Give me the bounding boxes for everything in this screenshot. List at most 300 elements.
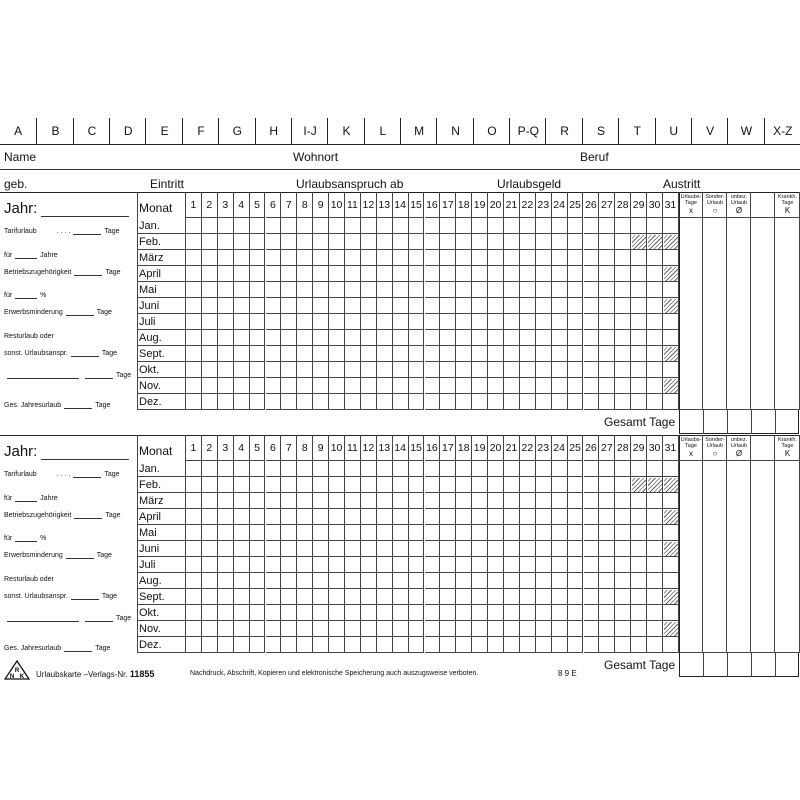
day-cell <box>456 589 472 605</box>
day-cell <box>361 477 377 493</box>
day-header-cell: 7 <box>281 192 297 218</box>
erwerbsminderung-label: Erwerbsminderung <box>4 309 63 316</box>
day-cell <box>488 637 504 653</box>
day-cell <box>631 637 647 653</box>
month-label: Jan. <box>139 463 160 475</box>
day-cell <box>552 573 568 589</box>
day-cell <box>377 525 393 541</box>
betrieb-line[interactable] <box>74 275 102 276</box>
day-header-cell: 11 <box>345 192 361 218</box>
day-cell <box>568 525 584 541</box>
day-cell <box>472 298 488 314</box>
day-cell <box>218 394 234 410</box>
blank-header-line <box>751 217 775 218</box>
day-cell <box>234 218 250 234</box>
side-header <box>703 194 727 215</box>
month-row-line <box>137 636 185 637</box>
side-header-symbol: K <box>784 206 791 215</box>
day-cell <box>186 509 202 525</box>
day-cell <box>250 218 266 234</box>
tarifurlaub-line[interactable] <box>73 477 101 478</box>
day-cell <box>218 378 234 394</box>
day-cell <box>472 314 488 330</box>
jahr-input-line[interactable] <box>41 459 129 460</box>
header-line-1 <box>0 169 800 170</box>
day-cell <box>234 234 250 250</box>
day-cell <box>250 461 266 477</box>
day-cell <box>297 266 313 282</box>
footer-code: 8 9 E <box>558 669 577 678</box>
day-cell <box>266 557 282 573</box>
day-cell <box>536 234 552 250</box>
day-cell <box>472 605 488 621</box>
day-cell <box>488 493 504 509</box>
day-cell <box>186 541 202 557</box>
tage-label: Tage <box>116 615 132 622</box>
day-cell <box>568 461 584 477</box>
day-cell <box>345 509 361 525</box>
invalid-day-hatch <box>664 590 678 604</box>
month-label: Sept. <box>139 591 165 603</box>
day-cell <box>345 557 361 573</box>
day-cell <box>552 314 568 330</box>
day-cell <box>568 605 584 621</box>
day-cell <box>647 362 663 378</box>
day-cell <box>345 621 361 637</box>
day-cell <box>440 234 456 250</box>
day-cell <box>313 346 329 362</box>
day-cell <box>568 378 584 394</box>
sonst-label: sonst. Urlaubsanspr. <box>4 593 68 600</box>
day-cell <box>663 394 679 410</box>
day-cell <box>345 330 361 346</box>
day-cell <box>599 250 615 266</box>
month-row-line <box>137 313 185 314</box>
day-cell <box>329 250 345 266</box>
day-cell <box>409 525 425 541</box>
side-header-line1: Urlaubs- <box>680 194 702 200</box>
alphabet-cell: A <box>14 124 23 138</box>
day-cell <box>409 362 425 378</box>
day-cell <box>599 234 615 250</box>
day-cell <box>202 637 218 653</box>
day-cell <box>472 362 488 378</box>
day-cell <box>250 493 266 509</box>
day-cell <box>297 330 313 346</box>
day-cell <box>329 541 345 557</box>
day-cell <box>202 218 218 234</box>
day-cell <box>472 346 488 362</box>
day-cell <box>345 346 361 362</box>
left-label-row <box>4 615 131 622</box>
day-header-cell: 15 <box>409 435 425 461</box>
day-cell <box>377 250 393 266</box>
jahre-line[interactable] <box>15 501 37 502</box>
day-cell <box>552 461 568 477</box>
day-cell <box>552 298 568 314</box>
invalid-day-hatch <box>664 478 678 492</box>
side-column <box>679 435 703 653</box>
day-cell <box>425 525 441 541</box>
side-header-line1: Urlaubs- <box>680 437 702 443</box>
jahr-label <box>4 200 129 217</box>
day-header-cell: 16 <box>425 192 441 218</box>
day-cell <box>599 621 615 637</box>
day-cell <box>520 461 536 477</box>
day-cell <box>297 362 313 378</box>
day-cell <box>377 378 393 394</box>
day-cell <box>472 218 488 234</box>
day-cell <box>488 266 504 282</box>
day-cell <box>186 298 202 314</box>
day-cell <box>456 477 472 493</box>
day-cell <box>552 394 568 410</box>
day-cell <box>552 541 568 557</box>
day-cell <box>297 557 313 573</box>
side-header-symbol: ○ <box>712 449 718 458</box>
side-header-line1: unbez. <box>730 194 748 200</box>
day-cell <box>584 605 600 621</box>
day-cell <box>663 218 679 234</box>
day-cell <box>536 605 552 621</box>
day-cell <box>218 298 234 314</box>
day-cell <box>631 266 647 282</box>
day-cell <box>297 234 313 250</box>
ges-line[interactable] <box>64 408 92 409</box>
alphabet-cell: K <box>327 118 364 144</box>
day-cell <box>472 493 488 509</box>
day-cell <box>488 541 504 557</box>
day-cell <box>234 282 250 298</box>
betrieb-line[interactable] <box>74 518 102 519</box>
day-cell <box>663 282 679 298</box>
day-header-cell: 10 <box>329 192 345 218</box>
day-cell <box>615 378 631 394</box>
day-header-cell: 6 <box>266 192 282 218</box>
day-cell <box>488 461 504 477</box>
day-cell <box>393 218 409 234</box>
prozent-line[interactable] <box>15 298 37 299</box>
day-cell <box>425 573 441 589</box>
invalid-day-hatch <box>632 235 646 249</box>
side-column <box>727 192 751 410</box>
day-cell <box>520 218 536 234</box>
month-row-line <box>137 540 185 541</box>
side-header-line <box>775 460 800 461</box>
day-cell <box>409 218 425 234</box>
svg-text:R: R <box>14 668 20 674</box>
day-cell <box>663 493 679 509</box>
day-cell <box>329 589 345 605</box>
day-cell <box>552 493 568 509</box>
day-cell <box>266 298 282 314</box>
day-header-cell: 13 <box>377 192 393 218</box>
day-cell <box>297 573 313 589</box>
day-cell <box>266 250 282 266</box>
month-label: März <box>139 252 164 264</box>
day-cell <box>313 330 329 346</box>
day-cell <box>329 477 345 493</box>
day-cell <box>234 298 250 314</box>
day-cell <box>186 573 202 589</box>
day-header-cell: 12 <box>361 192 377 218</box>
day-cell <box>663 605 679 621</box>
day-cell <box>409 605 425 621</box>
day-cell <box>568 589 584 605</box>
day-cell <box>456 330 472 346</box>
day-cell <box>536 525 552 541</box>
day-cell <box>393 461 409 477</box>
day-cell <box>615 557 631 573</box>
side-header-line <box>727 460 751 461</box>
day-cell <box>647 557 663 573</box>
day-cell <box>329 525 345 541</box>
day-cell <box>568 234 584 250</box>
name-label: Name <box>4 150 37 164</box>
day-cell <box>599 637 615 653</box>
day-cell <box>536 477 552 493</box>
day-cell <box>266 461 282 477</box>
day-cell <box>361 346 377 362</box>
ges-line[interactable] <box>64 651 92 652</box>
day-cell <box>281 541 297 557</box>
day-cell <box>409 250 425 266</box>
day-cell <box>393 282 409 298</box>
day-cell <box>234 589 250 605</box>
day-header-cell: 16 <box>425 435 441 461</box>
day-cell <box>202 541 218 557</box>
day-cell <box>186 346 202 362</box>
month-label: Feb. <box>139 479 162 491</box>
day-cell <box>281 218 297 234</box>
day-cell <box>361 378 377 394</box>
prozent-line[interactable] <box>15 541 37 542</box>
day-cell <box>536 557 552 573</box>
day-header-cell: 9 <box>313 435 329 461</box>
day-cell <box>345 282 361 298</box>
day-cell <box>599 605 615 621</box>
alphabet-cell: C <box>73 118 110 144</box>
day-cell <box>297 378 313 394</box>
day-cell <box>313 477 329 493</box>
day-cell <box>568 218 584 234</box>
month-row-line <box>137 345 185 346</box>
day-cell <box>313 266 329 282</box>
day-cell <box>615 493 631 509</box>
day-cell <box>568 314 584 330</box>
day-cell <box>266 637 282 653</box>
extra-tage-line[interactable] <box>85 378 113 379</box>
day-cell <box>361 266 377 282</box>
day-cell <box>647 637 663 653</box>
side-column <box>775 192 800 410</box>
day-cell <box>615 461 631 477</box>
day-cell <box>186 557 202 573</box>
monat-header: Monat <box>139 444 173 458</box>
day-cell <box>266 362 282 378</box>
day-cell <box>568 621 584 637</box>
erwerb-line[interactable] <box>66 315 94 316</box>
day-cell <box>425 314 441 330</box>
tage-label: Tage <box>101 350 117 357</box>
tage-label: Tage <box>105 512 121 519</box>
left-label-row <box>4 269 121 276</box>
erwerb-line[interactable] <box>66 558 94 559</box>
day-cell <box>266 282 282 298</box>
sonst-line[interactable] <box>71 599 99 600</box>
day-cell <box>599 557 615 573</box>
day-cell <box>234 509 250 525</box>
day-header-cell: 21 <box>504 192 520 218</box>
day-cell <box>186 378 202 394</box>
extra-line[interactable] <box>7 378 79 379</box>
day-cell <box>599 493 615 509</box>
left-label-row <box>4 350 117 357</box>
day-cell <box>393 362 409 378</box>
side-header-symbol: x <box>689 449 693 458</box>
day-cell <box>631 557 647 573</box>
day-cell <box>456 461 472 477</box>
extra-tage-line[interactable] <box>85 621 113 622</box>
day-cell <box>536 493 552 509</box>
day-cell <box>361 493 377 509</box>
day-cell <box>202 234 218 250</box>
day-cell <box>440 298 456 314</box>
day-cell <box>329 493 345 509</box>
side-header-symbol: Ø <box>735 449 743 458</box>
day-cell <box>250 541 266 557</box>
day-cell <box>361 282 377 298</box>
day-cell <box>377 298 393 314</box>
day-header-cell: 17 <box>440 435 456 461</box>
alphabet-index-row <box>0 118 800 145</box>
day-cell <box>536 509 552 525</box>
day-cell <box>186 394 202 410</box>
day-cell <box>647 314 663 330</box>
day-header-cell: 6 <box>266 435 282 461</box>
day-cell <box>472 557 488 573</box>
tarifurlaub-line[interactable] <box>73 234 101 235</box>
day-cell <box>599 477 615 493</box>
day-cell <box>425 621 441 637</box>
month-label: Aug. <box>139 575 162 587</box>
tage-label: Tage <box>116 372 132 379</box>
day-cell <box>202 362 218 378</box>
day-header-cell: 25 <box>568 192 584 218</box>
month-label: Aug. <box>139 332 162 344</box>
day-cell <box>456 557 472 573</box>
day-cell <box>425 250 441 266</box>
day-cell <box>186 314 202 330</box>
left-label-row <box>4 645 110 652</box>
day-cell <box>599 541 615 557</box>
betriebszugehoerigkeit-label: Betriebszugehörigkeit <box>4 269 72 276</box>
month-label: Dez. <box>139 639 162 651</box>
day-cell <box>440 461 456 477</box>
day-cell <box>186 330 202 346</box>
day-cell <box>281 394 297 410</box>
day-cell <box>504 298 520 314</box>
day-cell <box>297 298 313 314</box>
day-cell <box>552 605 568 621</box>
day-cell <box>568 282 584 298</box>
day-cell <box>440 378 456 394</box>
day-cell <box>584 346 600 362</box>
day-cell <box>345 362 361 378</box>
day-cell <box>568 573 584 589</box>
day-cell <box>520 509 536 525</box>
day-cell <box>313 637 329 653</box>
day-cell <box>504 589 520 605</box>
sonst-line[interactable] <box>71 356 99 357</box>
extra-line[interactable] <box>7 621 79 622</box>
day-cell <box>584 493 600 509</box>
day-cell <box>456 509 472 525</box>
day-cell <box>599 362 615 378</box>
gesamt-divider <box>727 653 728 677</box>
day-cell <box>266 346 282 362</box>
day-header-cell: 31 <box>663 192 679 218</box>
day-cell <box>472 266 488 282</box>
day-header-cell: 4 <box>234 435 250 461</box>
year-section-2 <box>0 435 800 680</box>
day-cell <box>456 621 472 637</box>
day-cell <box>313 282 329 298</box>
day-cell <box>266 589 282 605</box>
alphabet-cell: E <box>145 118 182 144</box>
tage-label: Tage <box>95 645 111 652</box>
month-row-line <box>137 572 185 573</box>
day-cell <box>234 573 250 589</box>
day-cell <box>536 589 552 605</box>
day-cell <box>425 298 441 314</box>
day-cell <box>647 266 663 282</box>
day-header-cell: 30 <box>647 435 663 461</box>
jahre-line[interactable] <box>15 258 37 259</box>
left-label-row <box>4 471 120 478</box>
day-cell <box>377 621 393 637</box>
month-label: Nov. <box>139 380 161 392</box>
day-cell <box>520 266 536 282</box>
day-cell <box>329 637 345 653</box>
day-cell <box>266 314 282 330</box>
day-cell <box>568 493 584 509</box>
day-cell <box>329 282 345 298</box>
day-cell <box>329 605 345 621</box>
day-cell <box>599 218 615 234</box>
day-cell <box>488 605 504 621</box>
day-cell <box>440 250 456 266</box>
day-cell <box>536 621 552 637</box>
day-header-cell: 10 <box>329 435 345 461</box>
day-cell <box>488 250 504 266</box>
day-cell <box>631 541 647 557</box>
day-cell <box>361 250 377 266</box>
jahr-input-line[interactable] <box>41 216 129 217</box>
day-cell <box>218 605 234 621</box>
day-cell <box>234 621 250 637</box>
day-cell <box>472 509 488 525</box>
day-cell <box>631 493 647 509</box>
day-cell <box>281 362 297 378</box>
day-cell <box>504 250 520 266</box>
prozent-label: % <box>40 535 47 542</box>
day-cell <box>615 525 631 541</box>
day-cell <box>615 282 631 298</box>
alphabet-cell: P-Q <box>509 118 546 144</box>
day-cell <box>186 525 202 541</box>
day-cell <box>488 234 504 250</box>
